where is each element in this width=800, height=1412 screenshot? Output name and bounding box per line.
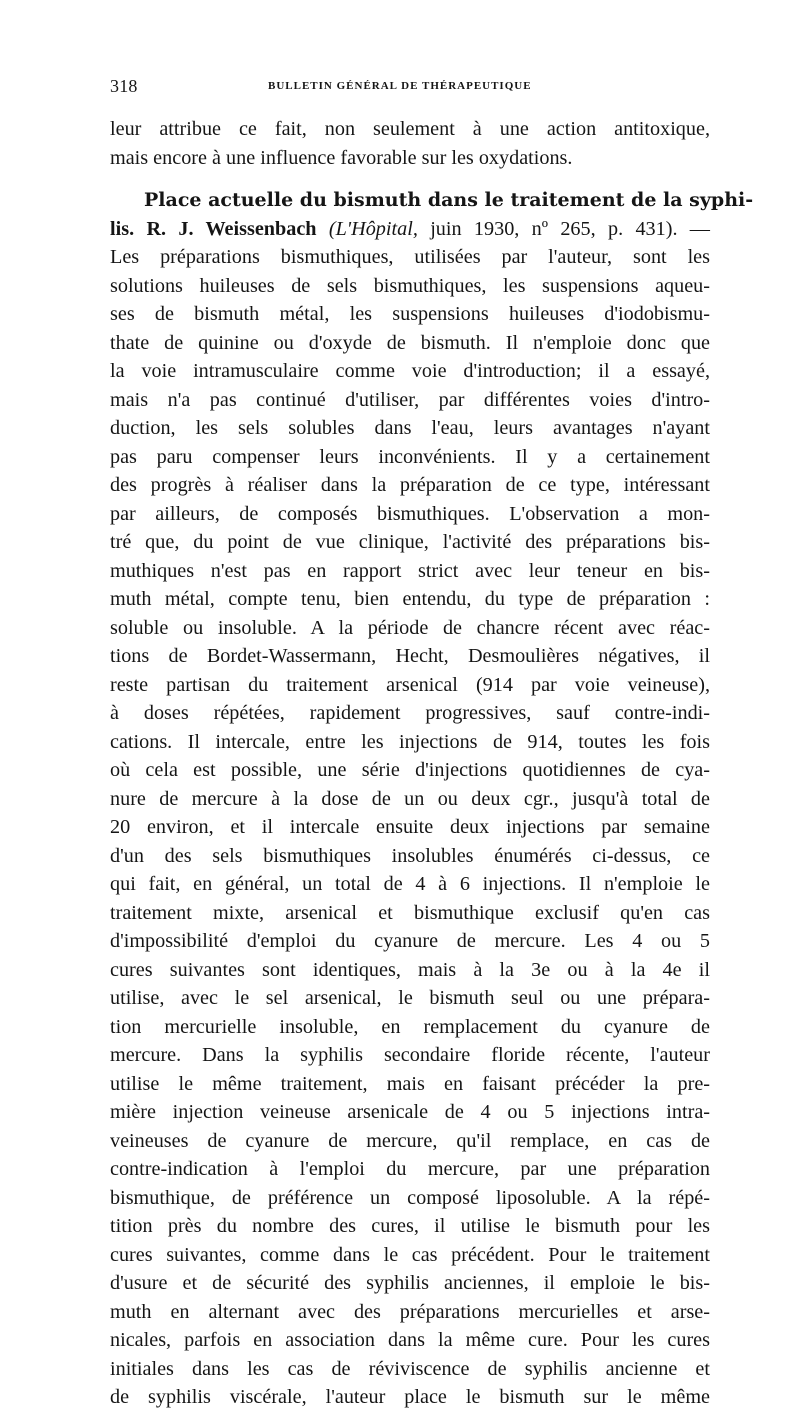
text-line-26: 20 environ, et il intercale ensuite deux injections par semaine	[110, 816, 710, 838]
text-line-7: solutions huileuses de sels bismuthiques, les suspensions aqueu-	[110, 274, 710, 297]
text-line-28: qui fait, en général, un total de 4 à 6 injections. Il n'emploie le	[110, 873, 710, 895]
text-line-45: initiales dans les cas de réviviscence de syphilis ancienne et	[110, 1357, 710, 1380]
text-line-6: Les préparations bismuthiques, utilisées par l'auteur, sont les	[110, 246, 710, 268]
text-line-13: pas paru compenser leurs inconvénients. Il y a certainement	[110, 445, 710, 468]
text-line-37: veineuses de cyanure de mercure, qu'il remplace, en cas de	[110, 1129, 710, 1152]
text-line-10: la voie intramusculaire comme voie d'introduction; il a essayé,	[110, 360, 710, 382]
article-text	[110, 115, 754, 1412]
text-line-40: tition près du nombre des cures, il utilise le bismuth pour les	[110, 1215, 710, 1237]
text-line-18: muth métal, compte tenu, bien entendu, du type de préparation :	[110, 588, 710, 610]
text-line-12: duction, les sels solubles dans l'eau, leurs avantages n'ayant	[110, 417, 710, 439]
text-line-27: d'un des sels bismuthiques insolubles énumérés ci-dessus, ce	[110, 844, 710, 867]
text-line-19: soluble ou insoluble. A la période de chancre récent avec réac-	[110, 616, 710, 639]
text-line-30: d'impossibilité d'emploi du cyanure de mercure. Les 4 ou 5	[110, 930, 710, 952]
text-line-25: nure de mercure à la dose de un ou deux cgr., jusqu'à total de	[110, 787, 710, 810]
text-line-44: nicales, parfois en association dans la même cure. Pour les cures	[110, 1329, 710, 1351]
paragraph-gap	[110, 172, 710, 186]
text-line-15: par ailleurs, de composés bismuthiques. L'observation a mon-	[110, 502, 710, 525]
page-number: 318	[110, 76, 138, 96]
text-line-29: traitement mixte, arsenical et bismuthique exclusif qu'en cas	[110, 901, 710, 924]
text-line-24: où cela est possible, une série d'injections quotidiennes de cya-	[110, 759, 710, 781]
section-heading-line-1: Place actuelle du bismuth dans le traitement de la syphi-	[144, 189, 754, 211]
text-line-11: mais n'a pas continué d'utiliser, par différentes voies d'intro-	[110, 388, 710, 411]
text-line-31: cures suivantes sont identiques, mais à la 3e ou à la 4e il	[110, 958, 710, 981]
text-line-16: tré que, du point de vue clinique, l'activité des préparations bis-	[110, 531, 710, 553]
text-line-43: muth en alternant avec des préparations mercurielles et arse-	[110, 1300, 710, 1323]
text-line-20: tions de Bordet-Wassermann, Hecht, Desmoulières négatives, il	[110, 645, 710, 667]
text-line-8: ses de bismuth métal, les suspensions huileuses d'iodobismu-	[110, 303, 710, 325]
text-line-14: des progrès à réaliser dans la préparation de ce type, intéressant	[110, 474, 710, 496]
text-line-39: bismuthique, de préférence un composé liposoluble. A la répé-	[110, 1186, 710, 1209]
text-line-22: à doses répétées, rapidement progressives, sauf contre-indi-	[110, 702, 710, 724]
text-line-2: mais encore à une influence favorable sur les oxydations.	[110, 146, 573, 169]
section-heading-line-2	[110, 215, 710, 244]
text-line-35: utilise le même traitement, mais en faisant précéder la pre-	[110, 1072, 710, 1095]
text-line-23: cations. Il intercale, entre les injections de 914, toutes les fois	[110, 730, 710, 753]
text-line-1: leur attribue ce fait, non seulement à une action antitoxique,	[110, 118, 710, 140]
text-line-42: d'usure et de sécurité des syphilis anciennes, il emploie le bis-	[110, 1272, 710, 1294]
source-citation: juin 1930, nº 265, p. 431). —	[417, 217, 710, 240]
text-line-34: mercure. Dans la syphilis secondaire floride récente, l'auteur	[110, 1044, 710, 1066]
source-journal: (L'Hôpital,	[328, 217, 418, 240]
text-line-17: muthiques n'est pas en rapport strict avec leur teneur en bis-	[110, 559, 710, 582]
text-line-9: thate de quinine ou d'oxyde de bismuth. Il n'emploie donc que	[110, 331, 710, 354]
text-line-36: mière injection veineuse arsenicale de 4 ou 5 injections intra-	[110, 1101, 710, 1123]
running-title: BULLETIN GÉNÉRAL DE THÉRAPEUTIQUE	[268, 80, 532, 92]
text-line-33: tion mercurielle insoluble, en remplacement du cyanure de	[110, 1015, 710, 1038]
page-header	[110, 76, 710, 100]
text-line-32: utilise, avec le sel arsenical, le bismuth seul ou une prépara-	[110, 987, 710, 1009]
text-line-46: de syphilis viscérale, l'auteur place le bismuth sur le même	[110, 1386, 710, 1408]
text-line-21: reste partisan du traitement arsenical (914 par voie veineuse),	[110, 673, 710, 696]
text-line-41: cures suivantes, comme dans le cas précédent. Pour le traitement	[110, 1243, 710, 1266]
author-name: lis. R. J. Weissenbach	[110, 217, 317, 240]
text-line-38: contre-indication à l'emploi du mercure, par une préparation	[110, 1158, 710, 1180]
